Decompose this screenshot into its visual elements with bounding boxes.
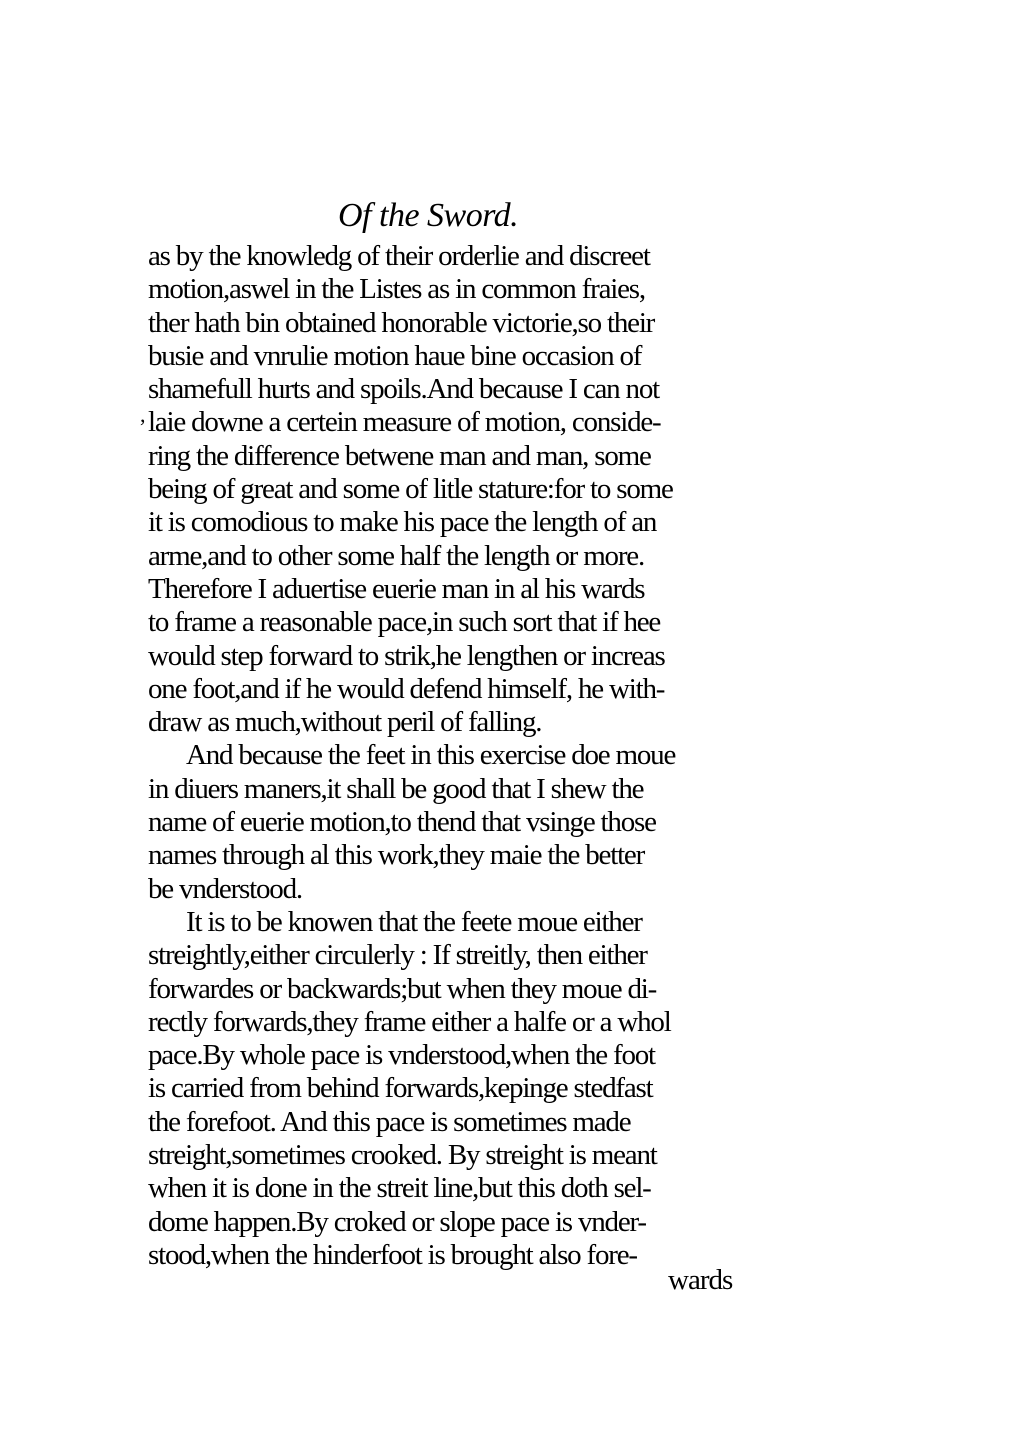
text-line: draw as much,without peril of falling. bbox=[148, 706, 542, 739]
text-line: one foot,and if he would defend himself, he with- bbox=[148, 672, 665, 705]
text-line: motion,aswel in the Listes as in common fraies, bbox=[148, 273, 645, 306]
text-line: stood,when the hinderfoot is brought also fore- bbox=[148, 1238, 637, 1271]
text-line: And because the feet in this exercise doe moue bbox=[186, 739, 676, 772]
text-line: ring the difference betwene man and man, some bbox=[148, 439, 651, 472]
text-line: busie and vnrulie motion haue bine occasion of bbox=[148, 339, 642, 372]
text-line: names through al this work,they maie the better bbox=[148, 839, 645, 872]
text-line: streight,sometimes crooked. By streight is meant bbox=[148, 1139, 657, 1172]
text-line: when it is done in the streit line,but this doth sel- bbox=[148, 1172, 651, 1205]
text-line: shamefull hurts and spoils.And because I can not bbox=[148, 373, 659, 406]
text-line: rectly forwards,they frame either a halfe or a whol bbox=[148, 1005, 671, 1038]
text-line: It is to be knowen that the feete moue either bbox=[186, 905, 642, 938]
text-line: the forefoot. And this pace is sometimes made bbox=[148, 1105, 631, 1138]
text-line: as by the knowledg of their orderlie and discreet bbox=[148, 240, 650, 272]
text-line: ther hath bin obtained honorable victorie,so their bbox=[148, 306, 655, 339]
text-line: to frame a reasonable pace,in such sort that if hee bbox=[148, 606, 661, 639]
text-line: in diuers maners,it shall be good that I shew the bbox=[148, 772, 644, 805]
running-head: Of the Sword. bbox=[338, 197, 519, 234]
text-line: laie downe a certein measure of motion, conside- bbox=[148, 406, 661, 439]
text-line: streightly,either circulerly : If streitly, then either bbox=[148, 939, 647, 972]
text-line: being of great and some of litle stature:for to some bbox=[148, 473, 673, 506]
text-line: name of euerie motion,to thend that vsinge those bbox=[148, 806, 656, 839]
text-line: it is comodious to make his pace the length of an bbox=[148, 506, 657, 539]
text-line: be vnderstood. bbox=[148, 872, 302, 905]
margin-mark: , bbox=[140, 402, 146, 427]
text-line: dome happen.By croked or slope pace is vnder- bbox=[148, 1205, 646, 1238]
text-line: arme,and to other some half the length or more. bbox=[148, 539, 645, 572]
text-line: Therefore I aduertise euerie man in al his wards bbox=[148, 572, 645, 605]
text-line: would step forward to strik,he lengthen or increas bbox=[148, 639, 665, 672]
text-line: forwardes or backwards;but when they moue di- bbox=[148, 972, 657, 1005]
catchword: wards bbox=[668, 1264, 733, 1296]
text-line: pace.By whole pace is vnderstood,when the foot bbox=[148, 1039, 655, 1072]
text-line: is carried from behind forwards,kepinge stedfast bbox=[148, 1072, 653, 1105]
body-text bbox=[148, 240, 748, 1272]
